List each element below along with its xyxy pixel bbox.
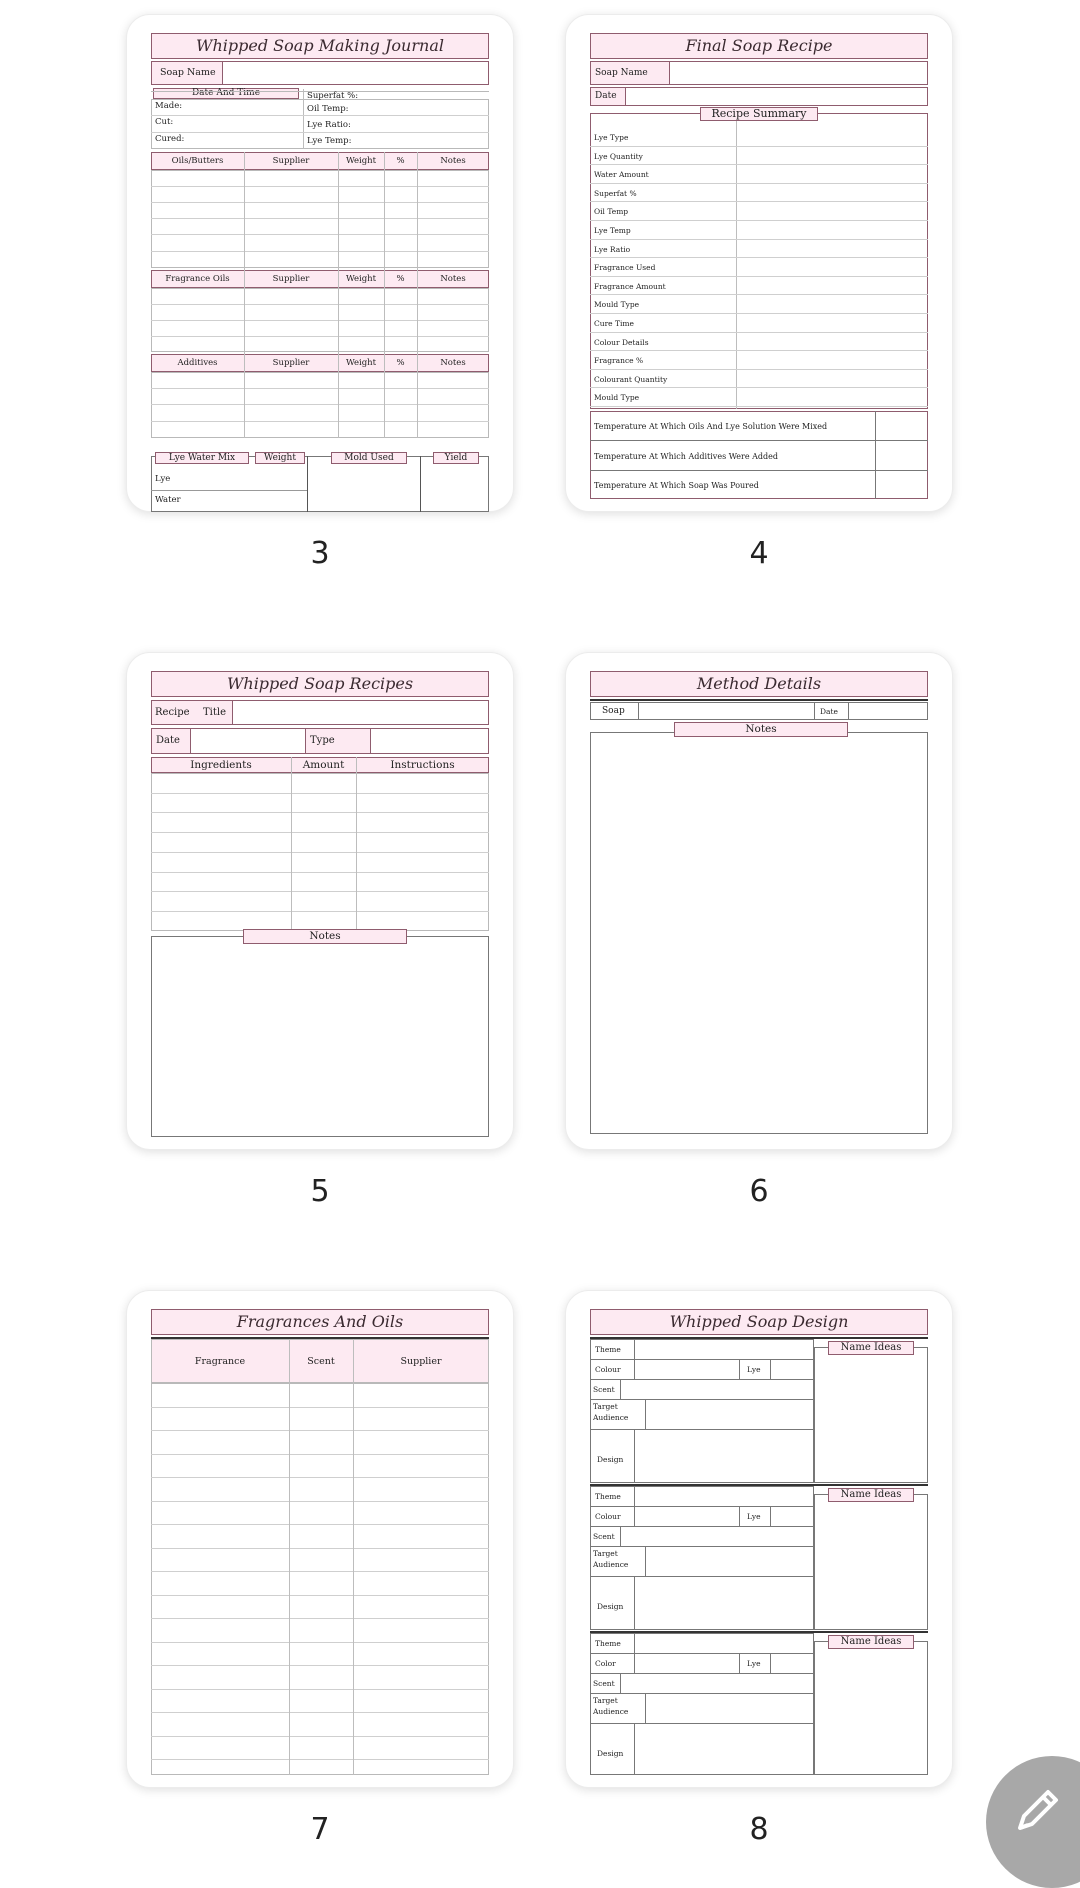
theme-label: Theme [595,1639,621,1648]
design-sheet [590,1309,928,1775]
soap-label: Soap [602,706,625,716]
notes-header: Notes [440,274,466,284]
cured-label: Cured: [155,134,185,144]
cut-label: Cut: [155,117,174,127]
notes-label: Notes [243,929,407,944]
percent-header: % [396,274,405,284]
soap-name-label: Soap Name [151,61,223,85]
temp-additives-label: Temperature At Which Additives Were Added [594,452,778,461]
summary-row-label: Lye Type [594,133,629,142]
edit-button[interactable] [986,1756,1080,1888]
recipe-summary-label: Recipe Summary [700,107,818,121]
water-label: Water [155,495,181,505]
title-label: Title [203,707,227,718]
summary-row-label: Colourant Quantity [594,374,668,384]
summary-row-label: Water Amount [594,170,649,180]
lye-water-mix-label: Lye Water Mix [155,452,249,464]
oils-header-label: Oils/Butters [171,156,224,166]
fragrances-grid[interactable] [151,1383,489,1775]
scent-header-label: Scent [307,1356,335,1367]
supplier-header: Supplier [272,274,310,284]
page-card-6[interactable] [565,652,953,1150]
lye-label: Lye [747,1512,761,1521]
notes-header: Notes [440,156,466,166]
recipe-sheet [590,33,928,499]
lye-ratio-label: Lye Ratio: [307,120,351,130]
supplier-header: Supplier [272,358,310,368]
percent-header: % [396,358,405,368]
mold-used-label: Mold Used [331,452,407,464]
date-label: Date [820,707,838,716]
oil-temp-label: Oil Temp: [307,104,349,114]
target-label: Target [593,1549,618,1558]
page-card-4[interactable] [565,14,953,512]
page-number: 3 [310,536,330,571]
colour-label: Color [595,1659,616,1668]
design-label: Design [597,1455,624,1464]
supplier-header: Supplier [272,156,310,166]
name-ideas-box[interactable] [814,1347,928,1483]
method-sheet [590,671,928,1137]
theme-label: Theme [595,1492,621,1501]
oils-grid[interactable] [151,170,489,268]
scent-label: Scent [593,1385,615,1394]
scent-label: Scent [593,1532,615,1541]
page-card-8[interactable] [565,1290,953,1788]
audience-label: Audience [593,1707,629,1716]
audience-label: Audience [593,1413,629,1422]
page-card-7[interactable] [126,1290,514,1788]
page-card-3[interactable] [126,14,514,512]
recipes-sheet [151,671,489,1137]
page-title: Final Soap Recipe [590,33,928,59]
soap-name-label: Soap Name [590,61,670,85]
summary-row-label: Lye Ratio [594,244,631,254]
weight-header: Weight [345,156,377,166]
theme-label: Theme [595,1345,621,1354]
name-ideas-label: Name Ideas [828,1341,914,1355]
summary-row-label: Superfat % [594,188,637,198]
name-ideas-label: Name Ideas [828,1488,914,1502]
summary-row-label: Fragrance Used [594,263,656,273]
superfat-label: Superfat %: [307,91,359,101]
summary-row-label: Oil Temp [594,207,629,217]
date-row [590,87,928,106]
temp-poured-label: Temperature At Which Soap Was Poured [594,481,759,490]
page-title: Whipped Soap Design [590,1309,928,1335]
fragrance-header-label: Fragrance Oils [165,274,230,284]
name-ideas-box[interactable] [814,1494,928,1630]
lye-water-box [151,456,489,512]
type-label: Type [305,728,371,754]
additives-header-label: Additives [177,358,218,368]
page-title: Method Details [590,671,928,697]
page-number: 4 [749,536,769,571]
summary-row-label: Fragrance Amount [594,281,666,291]
supplier-header-label: Supplier [400,1356,442,1367]
target-label: Target [593,1696,618,1705]
journal-sheet [151,33,489,505]
notes-box[interactable] [151,936,489,1137]
date-label: Date [151,728,191,754]
page-number: 8 [749,1812,769,1847]
weight-header: Weight [345,274,377,284]
design-block [590,1486,814,1630]
made-label: Made: [155,101,183,111]
page-title: Whipped Soap Recipes [151,671,489,697]
name-ideas-box[interactable] [814,1641,928,1775]
additives-grid[interactable] [151,372,489,438]
weight-header: Weight [345,358,377,368]
fragrances-sheet [151,1309,489,1775]
percent-header: % [396,156,405,166]
design-block [590,1339,814,1483]
design-block [590,1633,814,1775]
colour-label: Colour [595,1512,621,1521]
colour-label: Colour [595,1365,621,1374]
instructions-header-label: Instructions [390,759,455,771]
scent-label: Scent [593,1679,615,1688]
page-number: 7 [310,1812,330,1847]
target-label: Target [593,1402,618,1411]
summary-row-label: Fragrance % [594,356,644,366]
temp-mixed-label: Temperature At Which Oils And Lye Solution Were Mixed [594,422,828,431]
pencil-icon [1008,1780,1068,1840]
notes-label: Notes [674,722,848,737]
lye-temp-label: Lye Temp: [307,136,352,146]
page-title: Whipped Soap Making Journal [151,33,489,59]
page-number: 5 [310,1174,330,1209]
page-number: 6 [749,1174,769,1209]
notes-header: Notes [440,358,466,368]
soap-date-row [590,702,928,720]
page-title: Fragrances And Oils [151,1309,489,1335]
weight-label: Weight [255,452,305,464]
notes-box[interactable] [590,732,928,1134]
yield-label: Yield [433,452,479,464]
audience-label: Audience [593,1560,629,1569]
ingredients-header-label: Ingredients [190,759,252,771]
lye-label: Lye [747,1659,761,1668]
design-label: Design [597,1749,624,1758]
summary-row-label: Colour Details [594,337,649,347]
name-ideas-label: Name Ideas [828,1635,914,1649]
summary-row-label: Mould Type [594,393,640,403]
amount-header-label: Amount [302,759,345,771]
page-card-5[interactable] [126,652,514,1150]
date-label: Date [590,87,626,106]
summary-row-label: Lye Quantity [594,151,643,161]
design-label: Design [597,1602,624,1611]
summary-row-label: Mould Type [594,300,640,310]
recipe-label: Recipe [155,707,190,718]
date-time-label: Date And Time [153,88,299,99]
summary-row-label: Lye Temp [594,226,631,235]
fragrance-header-label: Fragrance [194,1356,246,1367]
summary-row-label: Cure Time [594,319,634,328]
lye-label: Lye [155,474,171,484]
lye-label: Lye [747,1365,761,1374]
